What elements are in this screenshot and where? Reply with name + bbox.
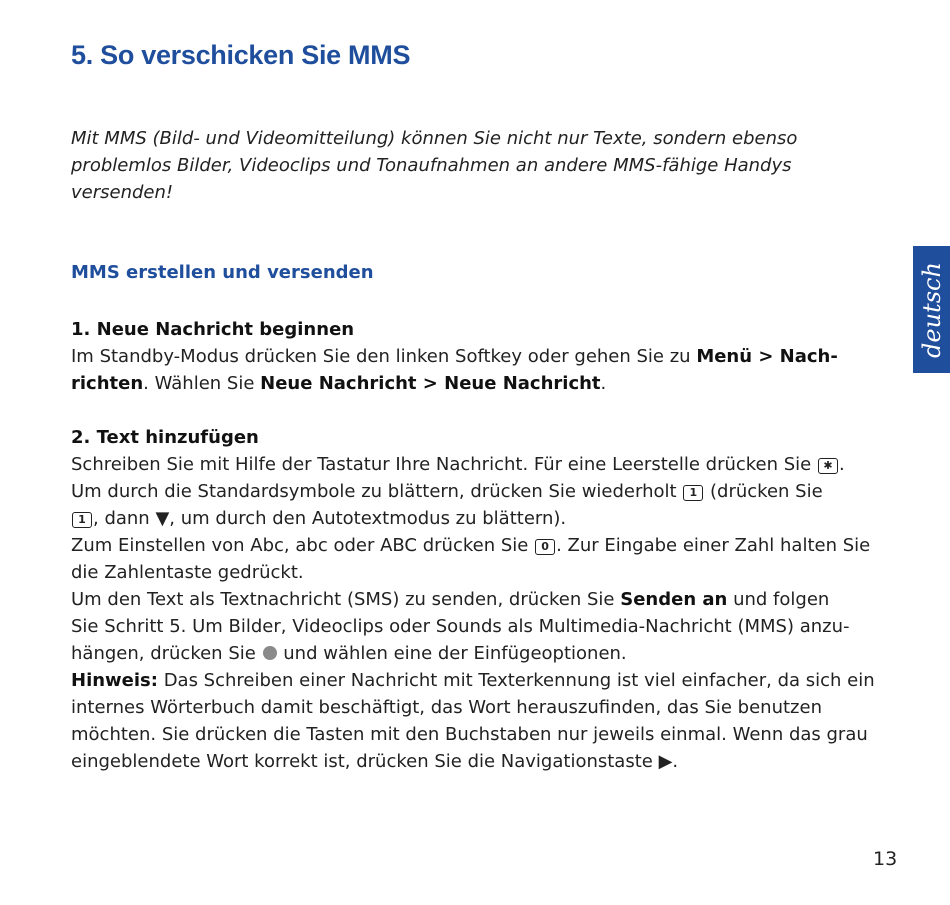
- step-2-title: 2. Text hinzufügen: [71, 427, 259, 448]
- step-2-line: Sie Schritt 5. Um Bilder, Videoclips oder Sounds als Multimedia-Nachricht (MMS) anzu-: [71, 616, 850, 637]
- step-2-line: 1 , dann ▼, um durch den Autotextmodus zu blättern).: [71, 505, 901, 532]
- intro-line: Mit MMS (Bild- und Videomitteilung) können Sie nicht nur Texte, sondern ebenso: [71, 128, 798, 149]
- step-2-line: Um den Text als Textnachricht (SMS) zu senden, drücken Sie Senden an und folgen: [71, 589, 830, 610]
- step-2-line: die Zahlentaste gedrückt.: [71, 562, 304, 583]
- step-2-line: Schreiben Sie mit Hilfe der Tastatur Ihre Nachricht. Für eine Leerstelle drücken Sie ✱ .: [71, 454, 845, 475]
- language-tab-label: deutsch: [917, 261, 946, 358]
- page-title: 5. So verschicken Sie MMS: [71, 40, 411, 70]
- step-1-title: 1. Neue Nachricht beginnen: [71, 319, 355, 340]
- intro-line: versenden!: [71, 182, 174, 203]
- star-key-icon: ✱: [818, 458, 838, 474]
- note-line: eingeblendete Wort korrekt ist, drücken Sie die Navigationstaste ▶.: [71, 751, 679, 772]
- step-1-line-1: Im Standby-Modus drücken Sie den linken Softkey oder gehen Sie zu Menü > Nach-: [71, 346, 838, 367]
- key-0-icon: 0: [535, 539, 555, 555]
- note-line: internes Wörterbuch damit beschäftigt, das Wort herauszufinden, das Sie benutzen: [71, 697, 822, 718]
- step-2: [71, 424, 901, 775]
- language-tab: [913, 246, 950, 373]
- section-heading: MMS erstellen und versenden: [71, 262, 374, 283]
- senden-an-emphasis: Senden an: [620, 589, 728, 610]
- step-2-line: Zum Einstellen von Abc, abc oder ABC drücken Sie 0 . Zur Eingabe einer Zahl halten Sie: [71, 535, 871, 556]
- note-line: möchten. Sie drücken die Tasten mit den Buchstaben nur jeweils einmal. Wenn das grau: [71, 724, 868, 745]
- step-1: [71, 316, 901, 397]
- center-key-icon: [263, 646, 277, 660]
- note-label: Hinweis:: [71, 670, 158, 691]
- step-2-line: hängen, drücken Sie und wählen eine der Einfügeoptionen.: [71, 643, 627, 664]
- intro-paragraph: [71, 125, 861, 206]
- page-number: 13: [873, 848, 898, 870]
- menu-path-emphasis: Menü > Nach-: [696, 346, 838, 367]
- key-1-icon: 1: [683, 485, 703, 501]
- note-line: Hinweis: Das Schreiben einer Nachricht mit Texterkennung ist viel einfacher, da sich ein: [71, 670, 875, 691]
- step-2-line: Um durch die Standardsymbole zu blättern, drücken Sie wiederholt 1 (drücken Sie: [71, 481, 823, 502]
- intro-line: problemlos Bilder, Videoclips und Tonaufnahmen an andere MMS-fähige Handys: [71, 155, 792, 176]
- step-1-line-2: richten. Wählen Sie Neue Nachricht > Neue Nachricht.: [71, 373, 607, 394]
- menu-path-emphasis: Neue Nachricht > Neue Nachricht: [260, 373, 601, 394]
- key-1-icon: 1: [72, 512, 92, 528]
